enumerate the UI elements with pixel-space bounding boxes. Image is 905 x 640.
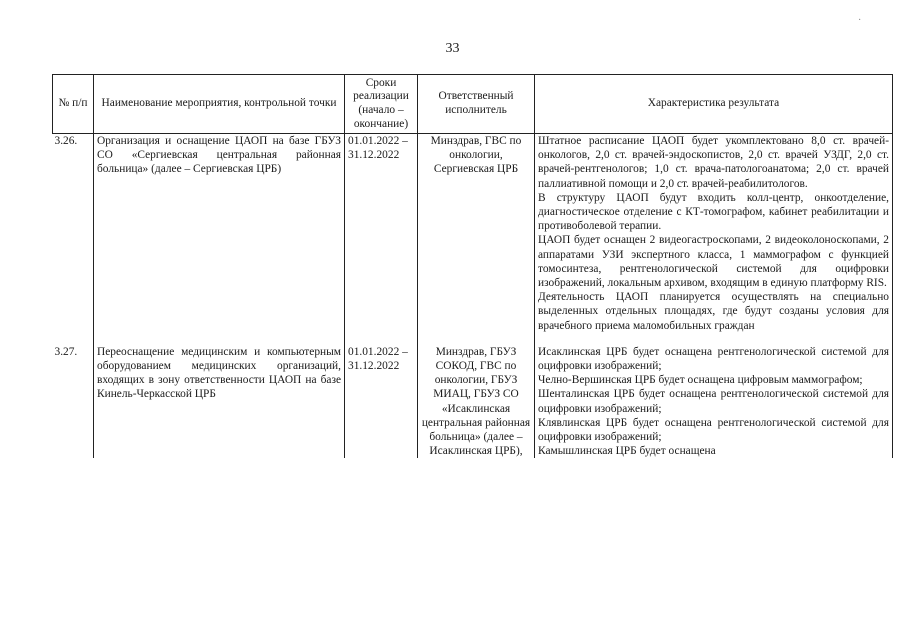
page-number: 33 <box>445 41 460 56</box>
result-paragraph: В структуру ЦАОП будут входить колл-центр, онкоотделение, диагностическое отделение с КТ-томографом, кабинет реабилитации и противоболевой терапии. <box>538 191 889 233</box>
measure-dates <box>345 345 418 459</box>
responsible: Минздрав, ГБУЗ СОКОД, ГВС по онкологии, ГБУЗ МИАЦ, ГБУЗ СО «Исаклинская центральная районная больница» (далее – Исаклинская ЦРБ), <box>418 345 535 459</box>
row-spacer <box>53 333 893 345</box>
date-end: 31.12.2022 <box>348 360 400 373</box>
header-result: Характеристика результата <box>535 75 893 134</box>
table-row <box>53 345 893 459</box>
measure-dates <box>345 134 418 333</box>
result-paragraph: Шенталинская ЦРБ будет оснащена рентгенологической системой для оцифровки изображений; <box>538 388 889 415</box>
table-header-row <box>53 75 893 134</box>
row-number: 3.27. <box>54 345 78 358</box>
date-start: 01.01.2022 – <box>348 345 408 358</box>
result-paragraph: Камышлинская ЦРБ будет оснащена <box>538 445 716 458</box>
result-description <box>535 345 893 459</box>
result-paragraph: Штатное расписание ЦАОП будет укомплектовано 8,0 ст. врачей-онкологов, 2,0 ст. врачей-эндоскопистов, 2,0 ст. врачей УЗДГ, 2,0 ст. врачей-рентгенологов; 1,0 ст. врача-патологоанатома; 2,0 ст. врачей паллиативной помощи и 2,0 ст. врачей-реабилитологов. <box>538 135 889 190</box>
measures-table <box>52 74 893 458</box>
header-dates: Сроки реализации (начало – окончание) <box>345 75 418 134</box>
measure-name: Организация и оснащение ЦАОП на базе ГБУЗ СО «Сергиевская центральная районная больница» (далее – Сергиевская ЦРБ) <box>94 134 345 333</box>
header-responsible: Ответственный исполнитель <box>418 75 535 134</box>
table-row <box>53 134 893 333</box>
header-num: № п/п <box>53 75 94 134</box>
date-start: 01.01.2022 – <box>348 135 408 147</box>
result-description <box>535 134 893 333</box>
responsible: Минздрав, ГВС по онкологии, Сергиевская ЦРБ <box>418 134 535 333</box>
measure-name: Переоснащение медицинским и компьютерным оборудованием медицинских организаций, входящих в зону ответственности ЦАОП на базе Кинель-Черкасской ЦРБ <box>94 345 345 459</box>
date-end: 31.12.2022 <box>348 149 400 162</box>
header-name: Наименование мероприятия, контрольной точки <box>94 75 345 134</box>
row-number: 3.26. <box>54 135 78 147</box>
result-paragraph: ЦАОП будет оснащен 2 видеогастроскопами, 2 видеоколоноскопами, 2 аппаратами УЗИ экспертного класса, 1 маммографом с функцией томосинтеза, рентгенологической системой для оцифровки изображений, локальным архивом, входящим в единую платформу RIS. <box>538 234 889 290</box>
scan-speck: · <box>858 15 862 26</box>
result-paragraph: Челно-Вершинская ЦРБ будет оснащена цифровым маммографом; <box>538 374 863 387</box>
result-paragraph: Клявлинская ЦРБ будет оснащена рентгенологической системой для оцифровки изображений; <box>538 416 889 444</box>
result-paragraph: Деятельность ЦАОП планируется осуществлять на специально выделенных отдельных площадях, где будут созданы условия для врачебного приема маломобильных граждан <box>538 291 889 332</box>
result-paragraph: Исаклинская ЦРБ будет оснащена рентгенологической системой для оцифровки изображений; <box>538 345 889 373</box>
